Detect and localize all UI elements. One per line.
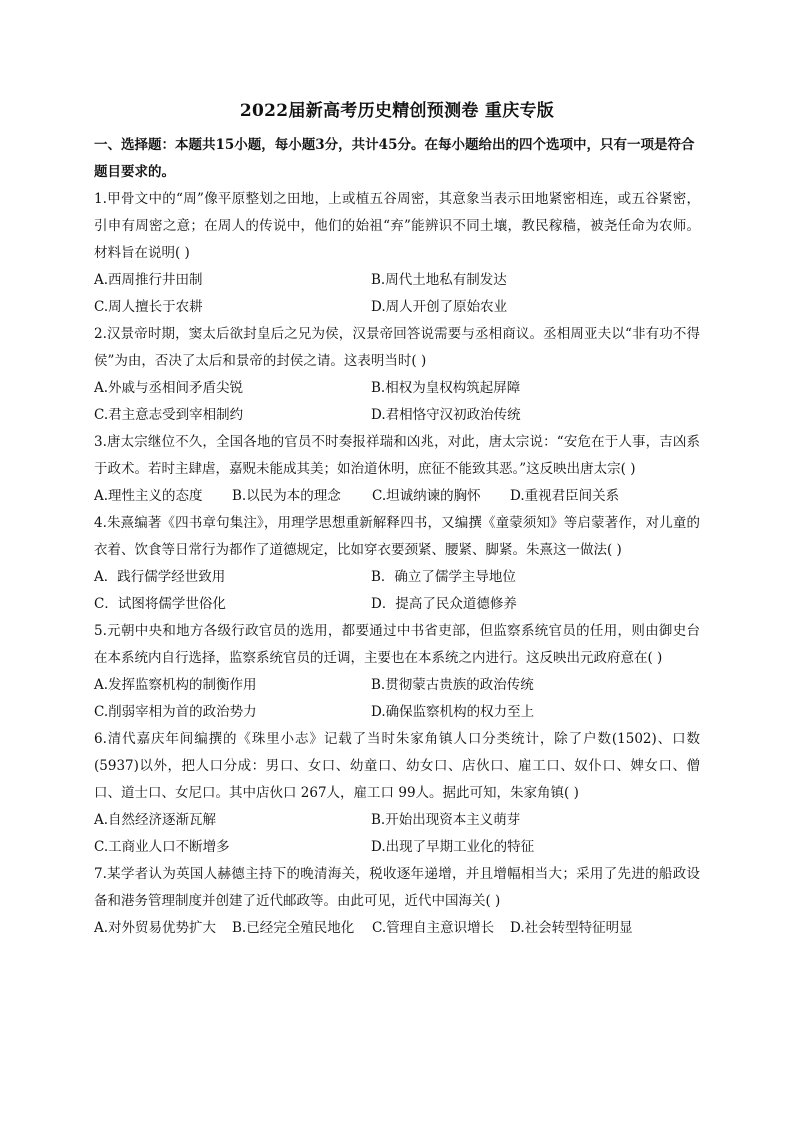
question-7-option-a: A.对外贸易优势扩大 [94,920,217,936]
question-2-option-a: A.外戚与丞相间矛盾尖锐 [94,380,244,396]
question-2-stem: 2.汉景帝时期，窦太后欲封皇后之兄为侯，汉景帝回答说需要与丞相商议。丞相周亚夫以“非有功不得侯”为由，否决了太后和景帝的封侯之请。这表明当时( ) [94,326,700,369]
question-7-options [94,915,700,942]
question-5-option-a: A.发挥监察机构的制衡作用 [94,677,257,693]
question-1-option-a: A.西周推行井田制 [94,272,203,288]
question-2-option-d: D.君相恪守汉初政治传统 [371,407,521,423]
question-4-option-a: A．践行儒学经世致用 [94,569,226,585]
question-1-options [94,267,700,321]
section-instructions: 一、选择题：本题共15小题，每小题3分，共计45分。在每小题给出的四个选项中，只有一项是符合题目要求的。 [94,137,695,180]
question-7-stem: 7.某学者认为英国人赫德主持下的晚清海关，税收逐年递增，并且增幅相当大；采用了先进的船政设备和港务管理制度并创建了近代邮政等。由此可见，近代中国海关( ) [94,866,700,909]
question-1-option-d: D.周人开创了原始农业 [371,299,508,315]
question-4-stem: 4.朱熹编著《四书章句集注》，用理学思想重新解释四书，又编撰《童蒙须知》等启蒙著作，对儿童的衣着、饮食等日常行为都作了道德规定，比如穿衣要颈紧、腰紧、脚紧。朱熹这一做法( ) [94,515,700,558]
question-7-option-b: B.已经完全殖民地化 [232,920,355,936]
question-3-stem: 3.唐太宗继位不久，全国各地的官员不时奏报祥瑞和凶兆，对此，唐太宗说：“安危在于人事，吉凶系于政术。若时主肆虐，嘉贶未能成其美；如治道休明，庶征不能致其恶。”这反映出唐太宗( ) [94,434,700,477]
question-2-options [94,375,700,429]
question-1-option-c: C.周人擅长于农耕 [94,299,203,315]
question-2-option-b: B.相权为皇权构筑起屏障 [371,380,521,396]
question-6-option-b: B.开始出现资本主义萌芽 [371,812,521,828]
question-3-option-b: B.以民为本的理念 [232,488,341,504]
question-2-option-c: C.君主意志受到宰相制约 [94,407,244,423]
question-6-option-a: A.自然经济逐渐瓦解 [94,812,217,828]
question-4-option-d: D．提高了民众道德修养 [371,596,517,612]
question-4-option-b: B．确立了儒学主导地位 [371,569,516,585]
question-3-option-a: A.理性主义的态度 [94,488,203,504]
question-1-stem: 1.甲骨文中的“周”像平原整划之田地，上或植五谷周密，其意象当表示田地紧密相连，或五谷紧密，引申有周密之意；在周人的传说中，他们的始祖“弃”能辨识不同土壤，教民稼穑，被尧任命为农师。材料旨在说明( ) [94,191,700,261]
question-6-option-c: C.工商业人口不断增多 [94,839,230,855]
question-3-option-c: C.坦诚纳谏的胸怀 [372,488,481,504]
question-4-options [94,564,700,618]
question-5-option-b: B.贯彻蒙古贵族的政治传统 [371,677,534,693]
question-5-option-d: D.确保监察机构的权力至上 [371,704,535,720]
page-title: 2022届新高考历史精创预测卷 重庆专版 [239,101,555,121]
question-5-option-c: C.削弱宰相为首的政治势力 [94,704,257,720]
question-7-option-d: D.社会转型特征明显 [510,920,633,936]
question-6-options [94,807,700,861]
question-3-options [94,483,700,510]
question-6-option-d: D.出现了早期工业化的特征 [371,839,535,855]
question-1-option-b: B.周代土地私有制发达 [371,272,507,288]
question-3-option-d: D.重视君臣间关系 [510,488,620,504]
exam-page [94,94,700,942]
question-5-options [94,672,700,726]
question-6-stem: 6.清代嘉庆年间编撰的《珠里小志》记载了当时朱家角镇人口分类统计，除了户数(1502)、口数(5937)以外，把人口分成：男口、女口、幼童口、幼女口、店伙口、雇工口、奴仆口、婢女口、僧口、道士口、女尼口。其中店伙口 267人，雇工口 99人。据此可知，朱家角镇( ) [94,731,700,801]
question-4-option-c: C．试图将儒学世俗化 [94,596,226,612]
question-5-stem: 5.元朝中央和地方各级行政官员的选用，都要通过中书省吏部，但监察系统官员的任用，则由御史台在本系统内自行选择，监察系统官员的迁调，主要也在本系统之内进行。这反映出元政府意在( ) [94,623,700,666]
question-7-option-c: C.管理自主意识增长 [372,920,495,936]
